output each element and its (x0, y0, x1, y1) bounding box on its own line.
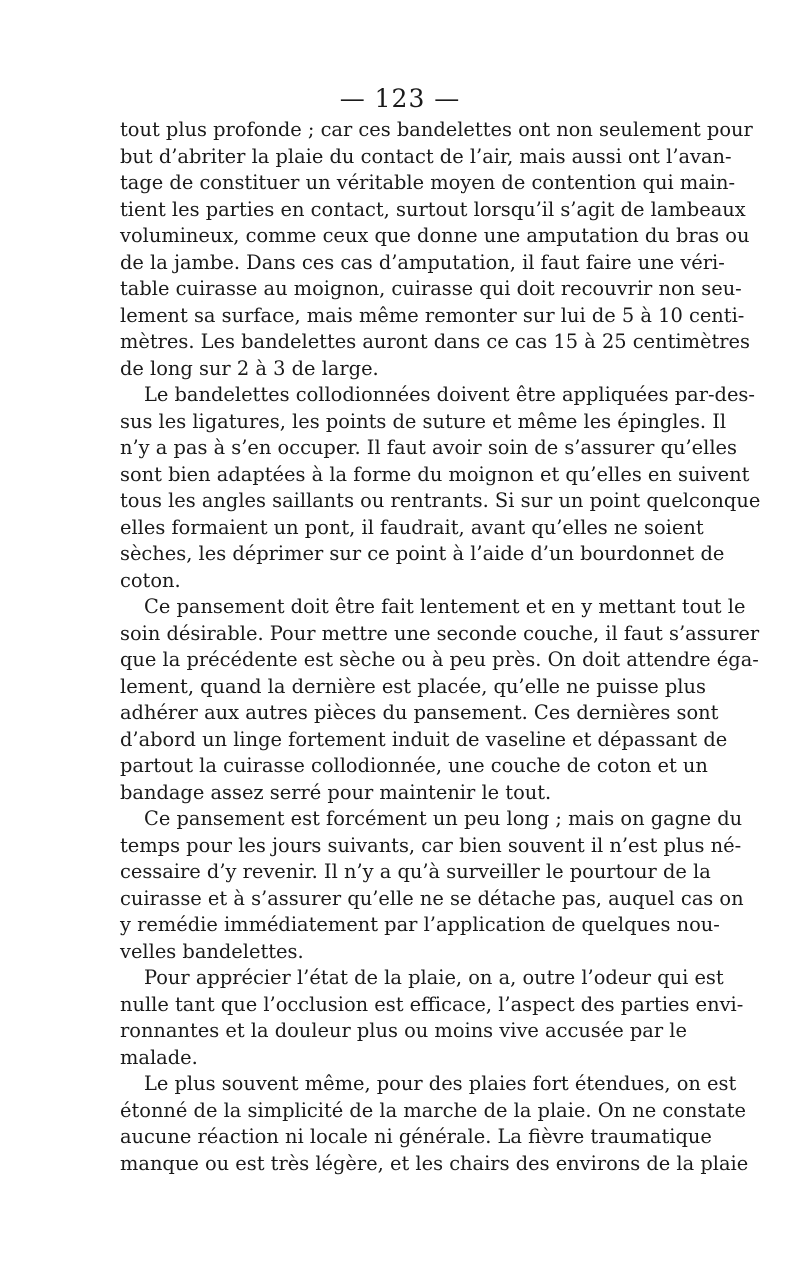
text-line: volumineux, comme ceux que donne une amputation du bras ou (120, 224, 750, 247)
text-line: ronnantes et la douleur plus ou moins vive accusée par le (120, 1019, 687, 1042)
body-text (120, 117, 761, 1177)
text-line: tous les angles saillants ou rentrants. Si sur un point quelconque (120, 489, 761, 512)
text-line: elles formaient un pont, il faudrait, avant qu’elles ne soient (120, 515, 704, 539)
text-line: sus les ligatures, les points de suture et même les épingles. Il (120, 409, 727, 433)
text-line: but d’abriter la plaie du contact de l’air, mais aussi ont l’avan- (120, 144, 732, 168)
text-line: manque ou est très légère, et les chairs des environs de la plaie (120, 1151, 749, 1175)
text-line: y remédie immédiatement par l’application de quelques nou- (120, 913, 720, 936)
text-line: tient les parties en contact, surtout lorsqu’il s’agit de lambeaux (120, 197, 746, 221)
text-line: que la précédente est sèche ou à peu près. On doit attendre éga- (120, 648, 759, 671)
text-line: soin désirable. Pour mettre une seconde couche, il faut s’assurer (120, 621, 760, 645)
text-line: tout plus profonde ; car ces bandelettes ont non seulement pour (120, 118, 753, 141)
text-line: Le plus souvent même, pour des plaies fort étendues, on est (144, 1072, 737, 1095)
text-line: mètres. Les bandelettes auront dans ce cas 15 à 25 centimètres (120, 330, 750, 353)
text-line: bandage assez serré pour maintenir le tout. (120, 780, 552, 804)
text-line: adhérer aux autres pièces du pansement. Ces dernières sont (120, 701, 719, 724)
text-line: malade. (120, 1045, 198, 1069)
text-line: tage de constituer un véritable moyen de contention qui main- (120, 171, 736, 194)
text-line: lement, quand la dernière est placée, qu’elle ne puisse plus (120, 674, 706, 698)
text-line: table cuirasse au moignon, cuirasse qui doit recouvrir non seu- (120, 277, 742, 300)
text-line: d’abord un linge fortement induit de vaseline et dépassant de (120, 727, 728, 751)
text-line: cuirasse et à s’assurer qu’elle ne se détache pas, auquel cas on (120, 886, 744, 910)
text-line: n’y a pas à s’en occuper. Il faut avoir soin de s’assurer qu’elles (120, 436, 737, 459)
text-line: cessaire d’y revenir. Il n’y a qu’à surveiller le pourtour de la (120, 860, 711, 883)
text-line: velles bandelettes. (120, 939, 304, 963)
text-line: de la jambe. Dans ces cas d’amputation, il faut faire une véri- (120, 250, 725, 274)
text-line: sont bien adaptées à la forme du moignon et qu’elles en suivent (120, 462, 750, 486)
text-line: de long sur 2 à 3 de large. (120, 356, 379, 380)
text-line: coton. (120, 568, 181, 592)
text-line: temps pour les jours suivants, car bien souvent il n’est plus né- (120, 833, 742, 857)
text-line: aucune réaction ni locale ni générale. La fièvre traumatique (120, 1125, 712, 1148)
text-line: Ce pansement est forcément un peu long ; mais on gagne du (144, 807, 743, 830)
text-line: étonné de la simplicité de la marche de la plaie. On ne constate (120, 1098, 746, 1122)
text-line: partout la cuirasse collodionnée, une couche de coton et un (120, 754, 708, 777)
page-number: — 123 — (339, 84, 461, 113)
text-line: Le bandelettes collodionnées doivent être appliquées par-des- (144, 383, 755, 406)
text-line: sèches, les déprimer sur ce point à l’aide d’un bourdonnet de (120, 542, 725, 565)
text-line: Pour apprécier l’état de la plaie, on a, outre l’odeur qui est (144, 966, 724, 989)
text-line: nulle tant que l’occlusion est efficace, l’aspect des parties envi- (120, 992, 744, 1016)
text-line: Ce pansement doit être fait lentement et en y mettant tout le (144, 595, 746, 618)
text-line: lement sa surface, mais même remonter sur lui de 5 à 10 centi- (120, 303, 745, 327)
